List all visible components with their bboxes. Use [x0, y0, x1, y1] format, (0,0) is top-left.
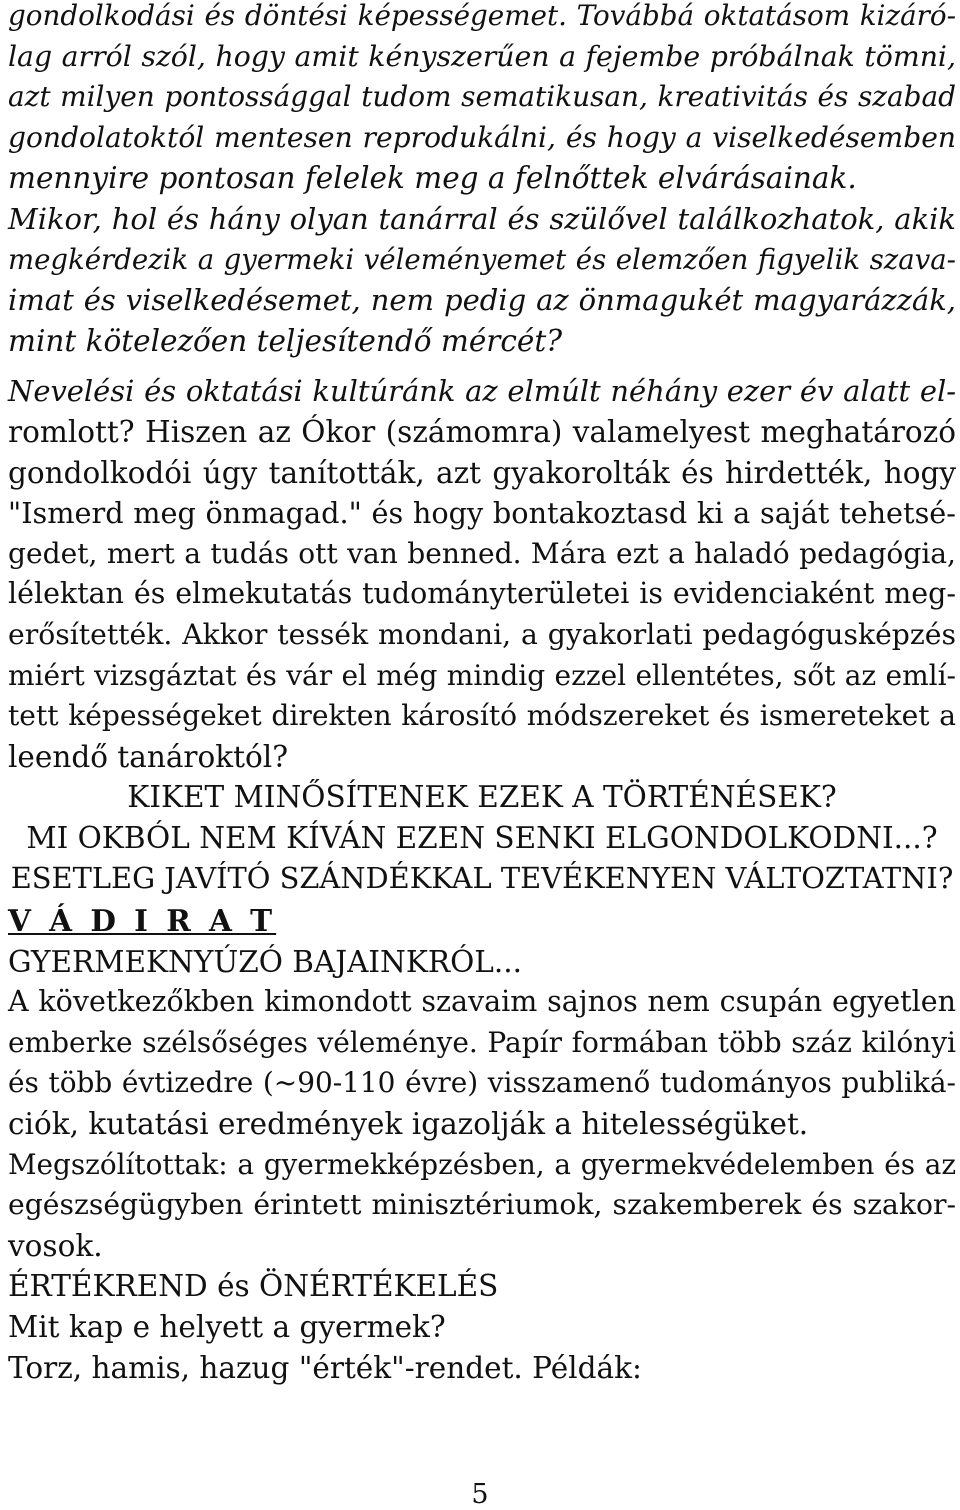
text-line: lélektan és elmekutatás tudományterületei is evidenciaként meg- — [8, 577, 956, 611]
text-line: miért vizsgáztat és vár el még mindig ezzel ellentétes, sőt az emlí- — [8, 658, 956, 692]
examples-line: Torz, hamis, hazug "érték"-rendet. Példák: — [8, 1350, 642, 1385]
spacer — [8, 361, 956, 371]
section-heading: ÉRTÉKREND és ÖNÉRTÉKELÉS — [8, 1269, 499, 1304]
centered-line: MI OKBÓL NEM KÍVÁN EZEN SENKI ELGONDOLKODNI...? — [26, 820, 938, 855]
text-line: gondolkodási és döntési képességemet. Továbbá oktatásom kizáró- — [8, 0, 956, 32]
text-line: A következőkben kimondott szavaim sajnos nem csupán egyetlen — [8, 985, 956, 1019]
text-line: romlott? Hiszen az Ókor (számomra) valamelyest meghatározó — [8, 414, 956, 449]
centered-questions — [8, 777, 956, 899]
text-line: gondolkodói úgy tanították, azt gyakorolták és hirdették, hogy — [8, 455, 956, 490]
text-line: megkérdezik a gyermeki véleményemet és elemzően figyelik szava- — [8, 243, 956, 276]
text-line: erősítették. Akkor tessék mondani, a gyakorlati pedagógusképzés — [8, 617, 956, 651]
text-line: tett képességeket direkten károsító módszereket és ismereteket a — [8, 699, 956, 733]
section-subtitle: GYERMEKNYÚZÓ BAJAINKRÓL... — [8, 944, 522, 979]
document-page — [8, 0, 956, 1388]
question-line: Mit kap e helyett a gyermek? — [8, 1310, 446, 1344]
paragraph-mixed — [8, 371, 956, 777]
text-line: azt milyen pontossággal tudom sematikusan, kreativitás és szabad — [8, 80, 956, 114]
page-number: 5 — [471, 1479, 489, 1510]
centered-line: KIKET MINŐSÍTENEK EZEK A TÖRTÉNÉSEK? — [127, 780, 837, 815]
text-line: imat és viselkedésemet, nem pedig az önmagukét magyarázzák, — [8, 283, 956, 318]
text-line: ciók, kutatási eredmények igazolják a hitelességüket. — [8, 1107, 809, 1142]
text-line: gondolatoktól mentesen reprodukálni, és hogy a viselkedésemben — [8, 120, 956, 154]
text-line: gedet, mert a tudás ott van benned. Mára ezt a haladó pedagógia, — [8, 536, 956, 570]
text-line: lag arról szól, hogy amit kényszerűen a fejembe próbálnak tömni, — [8, 39, 956, 73]
text-line: egészségügyben érintett minisztériumok, szakemberek és szakor- — [8, 1188, 956, 1222]
centered-line: ESETLEG JAVÍTÓ SZÁNDÉKKAL TEVÉKENYEN VÁLTOZTATNI? — [10, 861, 954, 896]
text-line: leendő tanároktól? — [8, 739, 289, 774]
text-line: Mikor, hol és hány olyan tanárral és szülővel találkozhatok, akik — [8, 201, 956, 236]
text-line: mennyire pontosan felelek meg a felnőttek elvárásainak. — [8, 161, 857, 196]
paragraph-plain — [8, 982, 956, 1266]
text-line: Megszólítottak: a gyermekképzésben, a gyermekvédelemben és az — [8, 1147, 956, 1181]
section-title: V Á D I R A T — [8, 903, 277, 939]
text-line: emberke szélsőséges véleménye. Papír formában több száz kilónyi — [8, 1025, 956, 1059]
paragraph-italic — [8, 0, 956, 361]
text-line: mint kötelezően teljesítendő mércét? — [8, 323, 563, 358]
text-line: vosok. — [8, 1228, 103, 1263]
text-line: Nevelési és oktatási kultúránk az elmúlt néhány ezer év alatt el- — [8, 374, 956, 409]
text-line: "Ismerd meg önmagad." és hogy bontakoztasd ki a saját tehetsé- — [8, 496, 956, 531]
text-line: és több évtizedre (~90-110 évre) visszamenő tudományos publiká- — [8, 1066, 956, 1100]
